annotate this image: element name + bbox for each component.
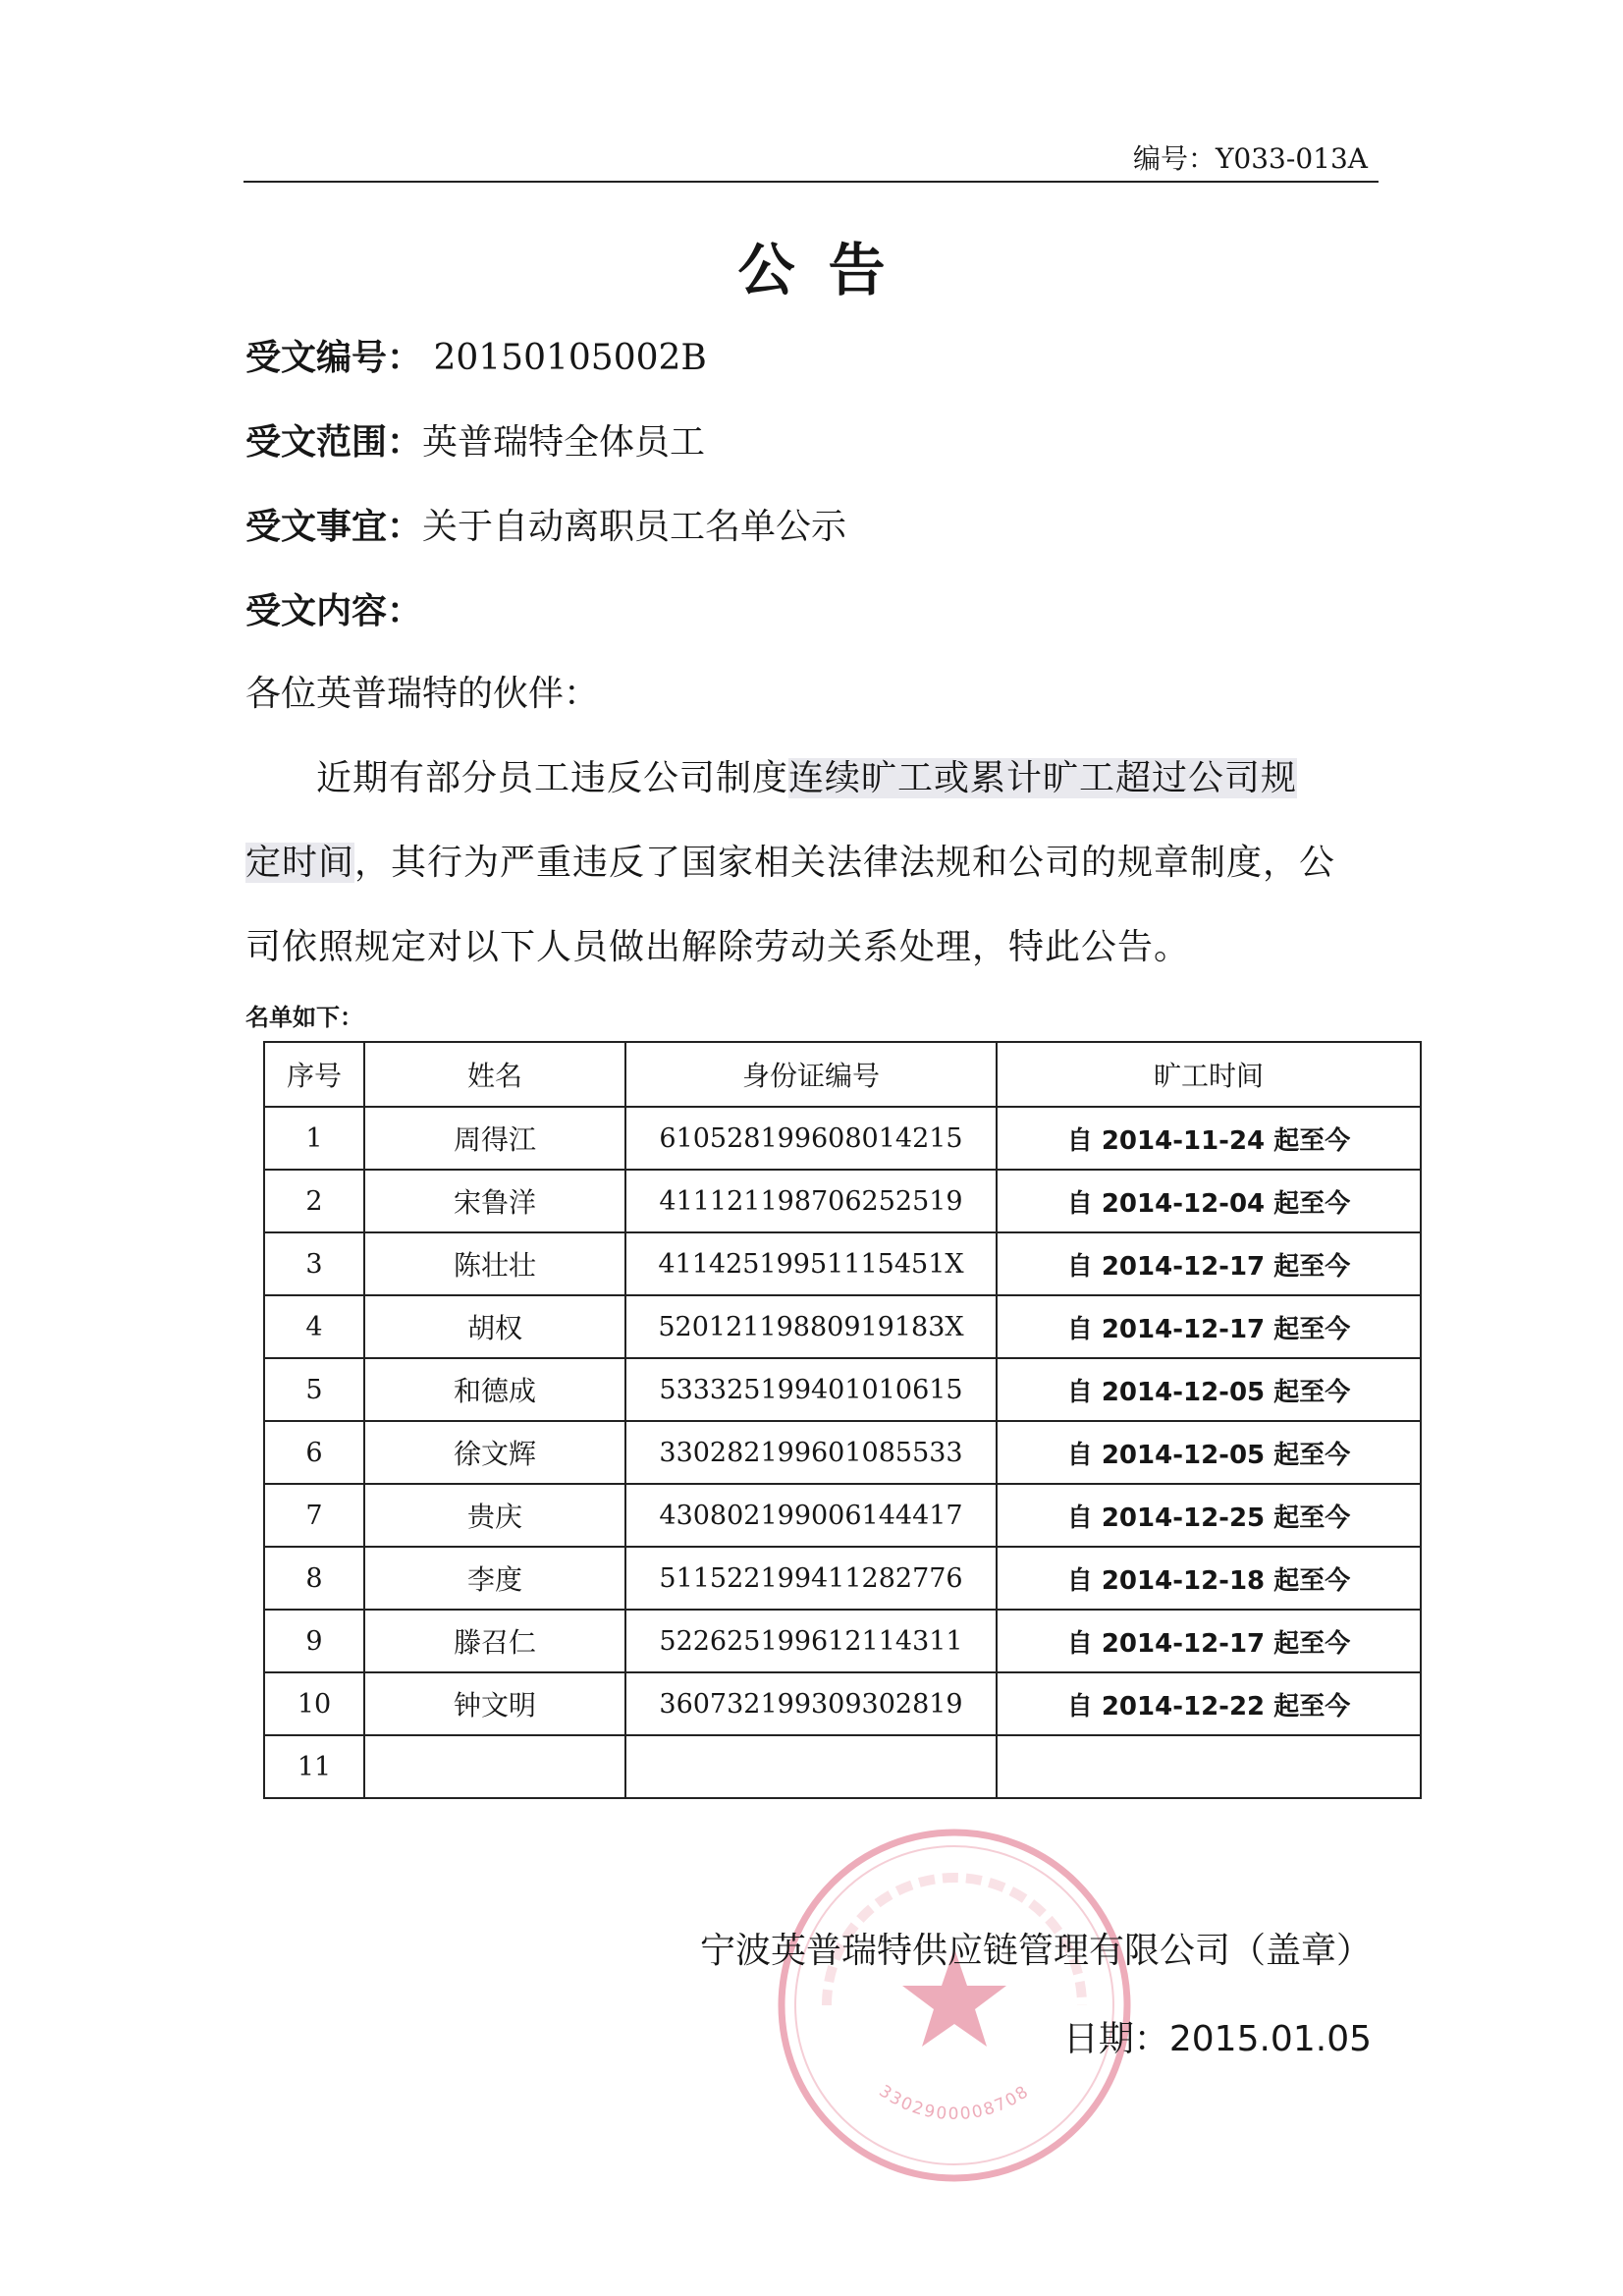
table-row bbox=[264, 1295, 1421, 1358]
cell-number: 1 bbox=[264, 1107, 364, 1170]
page-title: 公告 bbox=[737, 237, 919, 303]
cell-number: 8 bbox=[264, 1547, 364, 1610]
body-text: 近期有部分员工违反公司制度 bbox=[316, 758, 789, 798]
table-row bbox=[264, 1170, 1421, 1232]
table-row bbox=[264, 1358, 1421, 1421]
cell-name: 贵庆 bbox=[364, 1484, 625, 1547]
cell-period: 自 2014-12-05 起至今 bbox=[997, 1421, 1421, 1484]
cell-number: 5 bbox=[264, 1358, 364, 1421]
cell-period: 自 2014-12-17 起至今 bbox=[997, 1295, 1421, 1358]
meta-row-scope bbox=[245, 414, 705, 465]
cell-number: 9 bbox=[264, 1610, 364, 1672]
seal-serial-number: 3302900008708 bbox=[875, 2081, 1034, 2125]
cell-name: 胡权 bbox=[364, 1295, 625, 1358]
cell-name: 周得江 bbox=[364, 1107, 625, 1170]
document-number: 编号：Y033-013A bbox=[1132, 142, 1368, 175]
table-header-row bbox=[264, 1042, 1421, 1107]
column-header-absence-period: 旷工时间 bbox=[997, 1042, 1421, 1107]
table-row bbox=[264, 1735, 1421, 1798]
column-header-id: 身份证编号 bbox=[625, 1042, 997, 1107]
body-paragraph-line bbox=[245, 835, 1375, 885]
cell-period: 自 2014-12-17 起至今 bbox=[997, 1610, 1421, 1672]
table-row bbox=[264, 1547, 1421, 1610]
meta-row-reference-number bbox=[245, 330, 707, 380]
company-seal-stamp bbox=[768, 1819, 1141, 2192]
list-heading: 名单如下： bbox=[245, 1004, 363, 1031]
company-signature: 宁波英普瑞特供应链管理有限公司（盖章） bbox=[699, 1931, 1372, 1971]
cell-name bbox=[364, 1735, 625, 1798]
header-rule bbox=[243, 181, 1379, 183]
cell-id: 41142519951115451X bbox=[625, 1232, 997, 1295]
cell-id: 522625199612114311 bbox=[625, 1610, 997, 1672]
cell-period: 自 2014-12-18 起至今 bbox=[997, 1547, 1421, 1610]
cell-number: 6 bbox=[264, 1421, 364, 1484]
cell-id bbox=[625, 1735, 997, 1798]
cell-period: 自 2014-12-04 起至今 bbox=[997, 1170, 1421, 1232]
cell-id: 52012119880919183X bbox=[625, 1295, 997, 1358]
meta-row-subject bbox=[245, 499, 846, 549]
meta-label: 受文内容： bbox=[245, 590, 423, 631]
cell-id: 610528199608014215 bbox=[625, 1107, 997, 1170]
cell-name: 和德成 bbox=[364, 1358, 625, 1421]
cell-period: 自 2014-11-24 起至今 bbox=[997, 1107, 1421, 1170]
table-row bbox=[264, 1672, 1421, 1735]
cell-id: 330282199601085533 bbox=[625, 1421, 997, 1484]
cell-name: 徐文辉 bbox=[364, 1421, 625, 1484]
table-row bbox=[264, 1421, 1421, 1484]
meta-value: 英普瑞特全体员工 bbox=[422, 422, 706, 463]
body-paragraph-line bbox=[245, 750, 1375, 800]
cell-name: 钟文明 bbox=[364, 1672, 625, 1735]
cell-id: 430802199006144417 bbox=[625, 1484, 997, 1547]
column-header-number: 序号 bbox=[264, 1042, 364, 1107]
cell-period bbox=[997, 1735, 1421, 1798]
cell-id: 511522199411282776 bbox=[625, 1547, 997, 1610]
cell-period: 自 2014-12-17 起至今 bbox=[997, 1232, 1421, 1295]
table-row bbox=[264, 1232, 1421, 1295]
cell-name: 宋鲁洋 bbox=[364, 1170, 625, 1232]
column-header-name: 姓名 bbox=[364, 1042, 625, 1107]
meta-label: 受文事宜： bbox=[245, 506, 423, 547]
cell-number: 10 bbox=[264, 1672, 364, 1735]
cell-id: 360732199309302819 bbox=[625, 1672, 997, 1735]
body-paragraph-line: 司依照规定对以下人员做出解除劳动关系处理，特此公告。 bbox=[245, 927, 1191, 967]
table-row bbox=[264, 1610, 1421, 1672]
cell-number: 4 bbox=[264, 1295, 364, 1358]
issue-date: 日期：2015.01.05 bbox=[1062, 2019, 1372, 2059]
employee-table bbox=[263, 1041, 1422, 1799]
cell-number: 3 bbox=[264, 1232, 364, 1295]
cell-period: 自 2014-12-22 起至今 bbox=[997, 1672, 1421, 1735]
cell-number: 11 bbox=[264, 1735, 364, 1798]
highlighted-text: 定时间 bbox=[245, 843, 355, 883]
cell-name: 滕召仁 bbox=[364, 1610, 625, 1672]
cell-number: 7 bbox=[264, 1484, 364, 1547]
highlighted-text: 连续旷工或累计旷工超过公司规 bbox=[788, 758, 1298, 798]
cell-name: 李度 bbox=[364, 1547, 625, 1610]
body-text: ，其行为严重违反了国家相关法律法规和公司的规章制度，公 bbox=[354, 843, 1336, 883]
cell-number: 2 bbox=[264, 1170, 364, 1232]
cell-id: 411121198706252519 bbox=[625, 1170, 997, 1232]
meta-label: 受文范围： bbox=[245, 421, 423, 463]
table-row bbox=[264, 1484, 1421, 1547]
meta-value: 20150105002B bbox=[422, 338, 707, 378]
cell-period: 自 2014-12-05 起至今 bbox=[997, 1358, 1421, 1421]
meta-label: 受文编号： bbox=[245, 337, 423, 378]
cell-id: 533325199401010615 bbox=[625, 1358, 997, 1421]
table-row bbox=[264, 1107, 1421, 1170]
greeting: 各位英普瑞特的伙伴： bbox=[245, 674, 600, 714]
meta-row-content bbox=[245, 583, 422, 633]
meta-value: 关于自动离职员工名单公示 bbox=[422, 507, 847, 547]
cell-name: 陈壮壮 bbox=[364, 1232, 625, 1295]
cell-period: 自 2014-12-25 起至今 bbox=[997, 1484, 1421, 1547]
